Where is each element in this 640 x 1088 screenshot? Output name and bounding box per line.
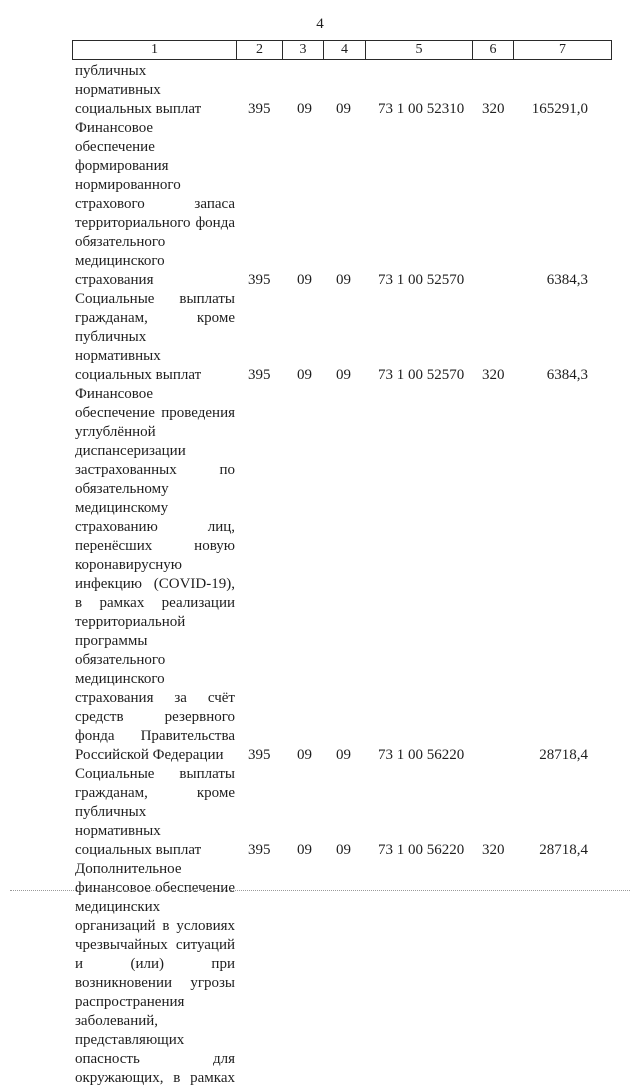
header-col-4: 4 [323, 41, 365, 59]
cell-subsection: 09 [336, 272, 351, 288]
cell-amount: 6384,3 [546, 272, 588, 288]
table-row [0, 860, 640, 1088]
table-body [0, 62, 640, 1088]
row-name: Финансовое обеспечение формирования нормированного страхового запаса территориального фонда обязательного медицинского страхования [75, 120, 235, 288]
table-row [0, 290, 640, 385]
cell-subsection: 09 [336, 842, 351, 858]
row-name: Финансовое обеспечение проведения углублённой диспансеризации застрахованных по обязательному медицинскому страхованию лиц, перенёсших новую коронавирусную инфекцию (COVID-19), в рамках реализации территориальной программы обязательного медицинского страхования за счёт средств резервного фонда Правительства Российской Федерации [75, 386, 235, 763]
cell-amount: 28718,4 [539, 747, 588, 763]
cell-section: 09 [297, 747, 312, 763]
cell-expense-type: 320 [482, 367, 505, 383]
page-number: 4 [316, 16, 324, 32]
cell-target-article: 73 1 00 56220 [378, 842, 465, 858]
header-col-3: 3 [282, 41, 323, 59]
cell-section: 09 [297, 367, 312, 383]
cell-amount: 6384,3 [546, 367, 588, 383]
header-col-5: 5 [365, 41, 472, 59]
cell-target-article: 73 1 00 52570 [378, 272, 465, 288]
row-values [0, 746, 640, 765]
cell-chapter: 395 [248, 747, 271, 763]
table-row [0, 62, 640, 119]
header-col-6: 6 [472, 41, 513, 59]
cell-section: 09 [297, 272, 312, 288]
cell-section: 09 [297, 842, 312, 858]
row-name: Дополнительное финансовое обеспечение медицинских организаций в условиях чрезвычайных ситуаций и (или) при возникновении угрозы распространения заболеваний, представляющих опасность для окружающих, в рамках [75, 861, 235, 1086]
cell-target-article: 73 1 00 56220 [378, 747, 465, 763]
table-row [0, 385, 640, 765]
cell-amount: 165291,0 [531, 101, 588, 117]
table-row [0, 765, 640, 860]
row-values [0, 841, 640, 860]
page-bottom-edge [10, 890, 630, 891]
cell-section: 09 [297, 101, 312, 117]
cell-amount: 28718,4 [539, 842, 588, 858]
cell-expense-type: 320 [482, 842, 505, 858]
row-name: публичных нормативных социальных выплат [75, 63, 202, 117]
header-col-1: 1 [151, 42, 158, 57]
cell-chapter: 395 [248, 272, 271, 288]
row-values [0, 271, 640, 290]
header-col-2: 2 [236, 41, 282, 59]
cell-subsection: 09 [336, 101, 351, 117]
header-col-7: 7 [513, 41, 611, 59]
table-header [72, 40, 612, 60]
row-values [0, 100, 640, 119]
cell-chapter: 395 [248, 367, 271, 383]
cell-target-article: 73 1 00 52310 [378, 101, 465, 117]
row-name: Социальные выплаты гражданам, кроме публичных нормативных социальных выплат [75, 291, 235, 383]
cell-chapter: 395 [248, 842, 271, 858]
cell-expense-type: 320 [482, 101, 505, 117]
table-row [0, 119, 640, 290]
cell-target-article: 73 1 00 52570 [378, 367, 465, 383]
row-name: Социальные выплаты гражданам, кроме публичных нормативных социальных выплат [75, 766, 235, 858]
cell-chapter: 395 [248, 101, 271, 117]
cell-subsection: 09 [336, 747, 351, 763]
row-values [0, 366, 640, 385]
cell-subsection: 09 [336, 367, 351, 383]
